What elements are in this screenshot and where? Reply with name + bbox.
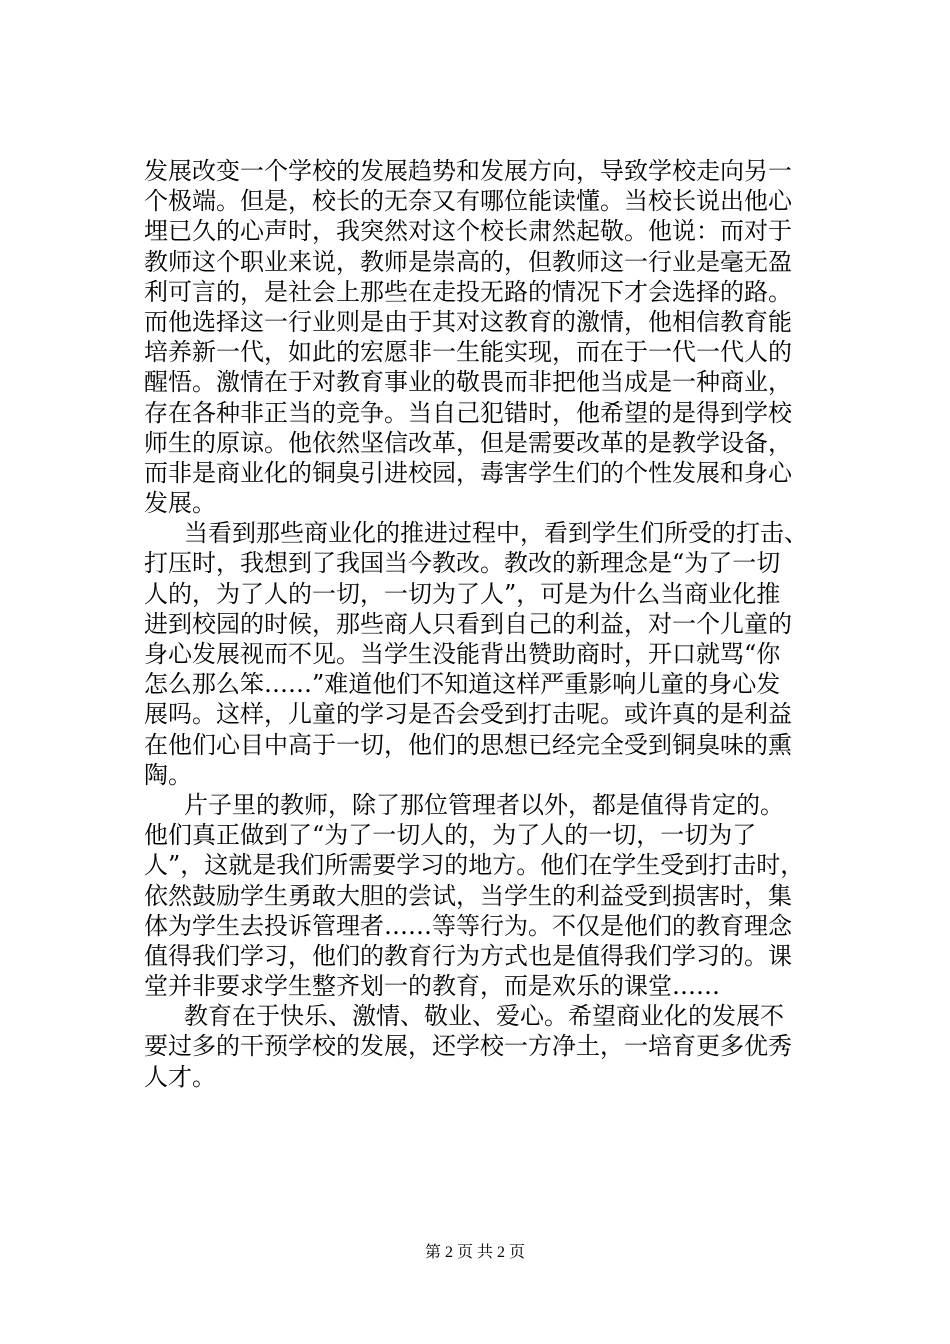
text-line: 怎么那么笨……”难道他们不知道这样严重影响儿童的身心发 — [144, 670, 781, 699]
text-line: 体为学生去投诉管理者……等等行为。不仅是他们的教育理念 — [144, 911, 792, 940]
document-body — [144, 156, 844, 1092]
text-line: 而非是商业化的铜臭引进校园，毒害学生们的个性发展和身心 — [144, 458, 792, 487]
text-line: 发展。 — [144, 489, 216, 518]
text-line: 人”，这就是我们所需要学习的地方。他们在学生受到打击时， — [144, 851, 805, 880]
text-line: 陶。 — [144, 760, 192, 789]
text-line: 培养新一代，如此的宏愿非一生能实现，而在于一代一代人的 — [144, 338, 792, 367]
text-line: 醒悟。激情在于对教育事业的敬畏而非把他当成是一种商业， — [144, 368, 792, 397]
text-line: 存在各种非正当的竞争。当自己犯错时，他希望的是得到学校 — [144, 398, 792, 427]
text-line: 师生的原谅。他依然坚信改革，但是需要改革的是教学设备， — [144, 428, 792, 457]
text-line: 教师这个职业来说，教师是崇高的，但教师这一行业是毫无盈 — [144, 247, 792, 276]
text-line: 依然鼓励学生勇敢大胆的尝试，当学生的利益受到损害时，集 — [144, 881, 792, 910]
text-line: 他们真正做到了“为了一切人的，为了人的一切，一切为了 — [144, 821, 757, 850]
text-line: 展吗。这样，儿童的学习是否会受到打击呢。或许真的是利益 — [144, 700, 792, 729]
text-line: 埋已久的心声时，我突然对这个校长肃然起敬。他说：而对于 — [144, 217, 792, 246]
text-line: 利可言的，是社会上那些在走投无路的情况下才会选择的路。 — [144, 277, 792, 306]
text-line: 人才。 — [144, 1062, 216, 1091]
text-line: 值得我们学习，他们的教育行为方式也是值得我们学习的。课 — [144, 941, 792, 970]
text-line: 要过多的干预学校的发展，还学校一方净土，一培育更多优秀 — [144, 1032, 792, 1061]
text-line: 进到校园的时候，那些商人只看到自己的利益，对一个儿童的 — [144, 609, 792, 638]
text-line: 个极端。但是，校长的无奈又有哪位能读懂。当校长说出他心 — [144, 187, 792, 216]
text-line: 堂并非要求学生整齐划一的教育，而是欢乐的课堂…… — [144, 972, 720, 1001]
text-line: 发展改变一个学校的发展趋势和发展方向，导致学校走向另一 — [144, 157, 792, 185]
text-line: 人的，为了人的一切，一切为了人”，可是为什么当商业化推 — [144, 579, 781, 608]
page-footer: 第 2 页 共 2 页 — [424, 1244, 525, 1261]
text-line: 片子里的教师，除了那位管理者以外，都是值得肯定的。 — [184, 790, 784, 819]
text-line: 在他们心目中高于一切，他们的思想已经完全受到铜臭味的熏 — [144, 730, 792, 759]
text-line: 而他选择这一行业则是由于其对这教育的激情，他相信教育能 — [144, 307, 792, 336]
text-line: 教育在于快乐、激情、敬业、爱心。希望商业化的发展不 — [184, 1002, 784, 1031]
text-line: 当看到那些商业化的推进过程中，看到学生们所受的打击、 — [184, 519, 808, 548]
text-line: 身心发展视而不见。当学生没能背出赞助商时，开口就骂“你 — [144, 640, 781, 668]
text-line: 打压时，我想到了我国当今教改。教改的新理念是“为了一切 — [144, 549, 781, 578]
